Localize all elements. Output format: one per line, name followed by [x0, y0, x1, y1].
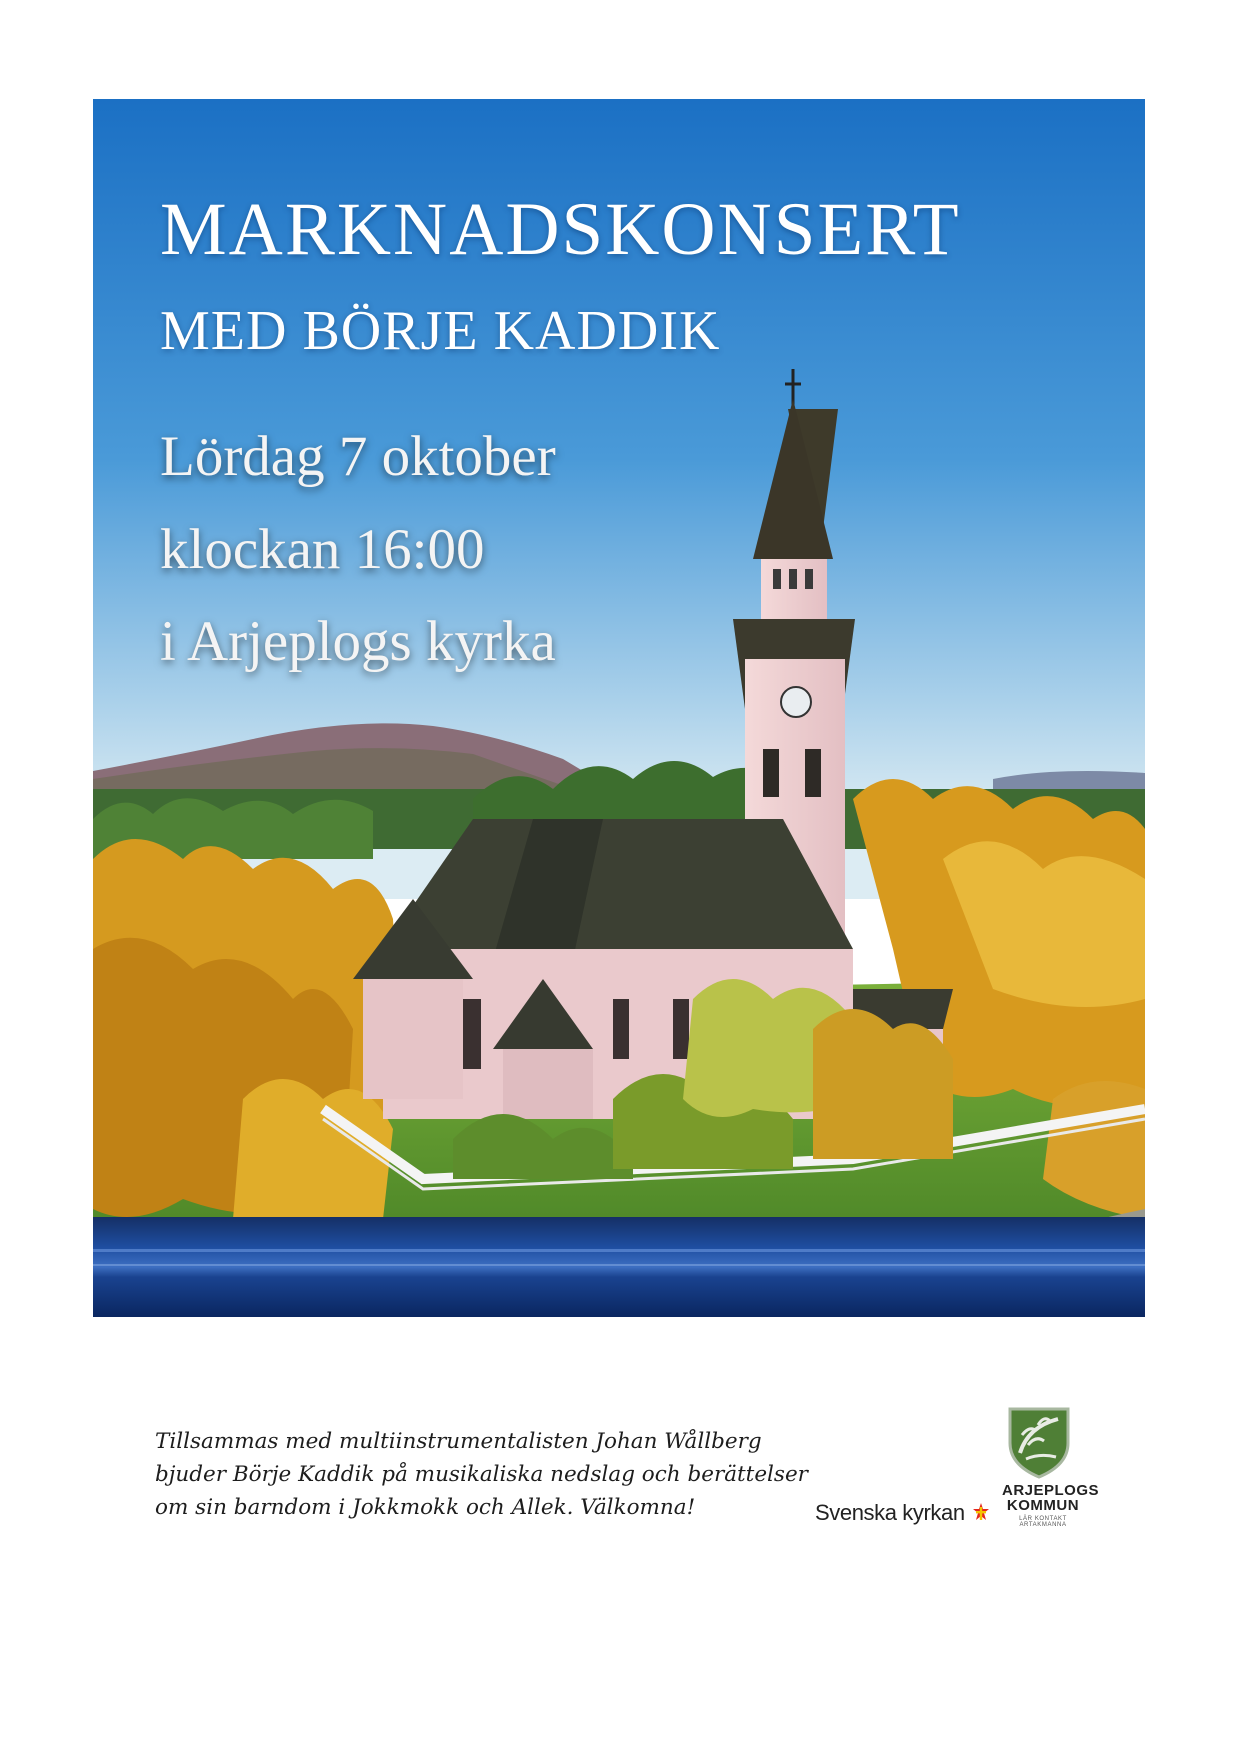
arjeplogs-kommun-logo	[1002, 1405, 1100, 1528]
concert-date: Lördag 7 oktober	[160, 425, 556, 488]
description-line: om sin barndom i Jokkmokk och Allek. Välkomna!	[155, 1495, 696, 1520]
kommun-name-line1: ARJEPLOGS	[1002, 1482, 1100, 1499]
concert-time: klockan 16:00	[160, 518, 485, 581]
concert-title: MARKNADSKONSERT	[160, 188, 961, 271]
kommun-tagline: LÄR KONTAKT ARTAKMANNA	[1019, 1516, 1067, 1528]
concert-subtitle: MED BÖRJE KADDIK	[160, 300, 721, 362]
svenska-kyrkan-name: Svenska kyrkan	[815, 1500, 965, 1525]
description-line: Tillsammas med multiinstrumentalisten Johan Wållberg	[155, 1429, 762, 1454]
svenska-kyrkan-cross-icon	[969, 1501, 993, 1525]
description-line: bjuder Börje Kaddik på musikaliska nedslag och berättelser	[155, 1462, 808, 1487]
kommun-name-line2: KOMMUN	[1006, 1497, 1080, 1514]
svenska-kyrkan-logo	[815, 1500, 993, 1526]
poster	[93, 99, 1145, 1317]
arjeplog-shield-icon	[1006, 1405, 1072, 1479]
church-photo	[93, 99, 1145, 1317]
concert-venue: i Arjeplogs kyrka	[160, 610, 556, 673]
event-description	[155, 1425, 808, 1524]
